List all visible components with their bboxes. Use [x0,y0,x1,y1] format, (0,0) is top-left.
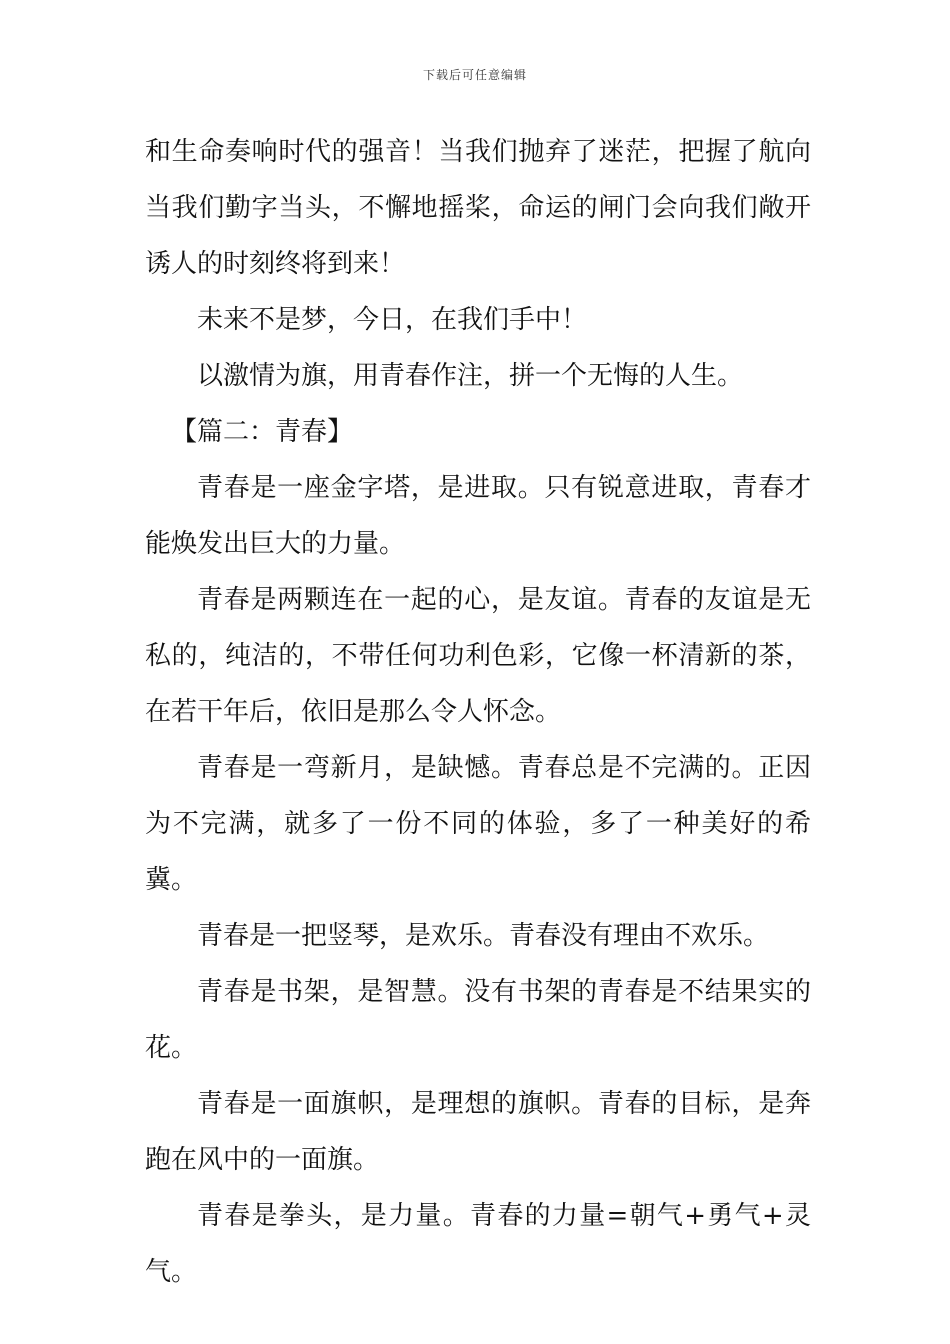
header-note: 下载后可任意编辑 [422,68,527,82]
paragraph: 青春是书架，是智慧。没有书架的青春是不结果实的花。 [145,977,811,1063]
paragraph: 青春是一座金字塔，是进取。只有锐意进取，青春才能焕发出巨大的力量。 [145,473,811,559]
paragraph: 青春是两颗连在一起的心，是友谊。青春的友谊是无私的，纯洁的，不带任何功利色彩，它像一杯清新的茶，在若干年后，依旧是那么令人怀念。 [145,585,811,727]
body-text [145,124,811,1300]
section-heading: 【篇二：青春】 [171,417,354,447]
paragraph: 以激情为旗，用青春作注，拼一个无悔的人生。 [197,361,744,391]
paragraph: 未来不是梦，今日，在我们手中！ [197,305,588,335]
paragraph: 青春是一把竖琴，是欢乐。青春没有理由不欢乐。 [197,921,770,951]
paragraph: 和生命奏响时代的强音！当我们抛弃了迷茫，把握了航向当我们勤字当头，不懈地摇桨，命运的闸门会向我们敞开诱人的时刻终将到来！ [145,137,811,279]
paragraph: 青春是拳头，是力量。青春的力量=朝气+勇气+灵气。 [145,1201,811,1287]
paragraph: 青春是一弯新月，是缺憾。青春总是不完满的。正因为不完满，就多了一份不同的体验，多了一种美好的希冀。 [145,753,811,895]
paragraph: 青春是一面旗帜，是理想的旗帜。青春的目标，是奔跑在风中的一面旗。 [145,1089,811,1175]
